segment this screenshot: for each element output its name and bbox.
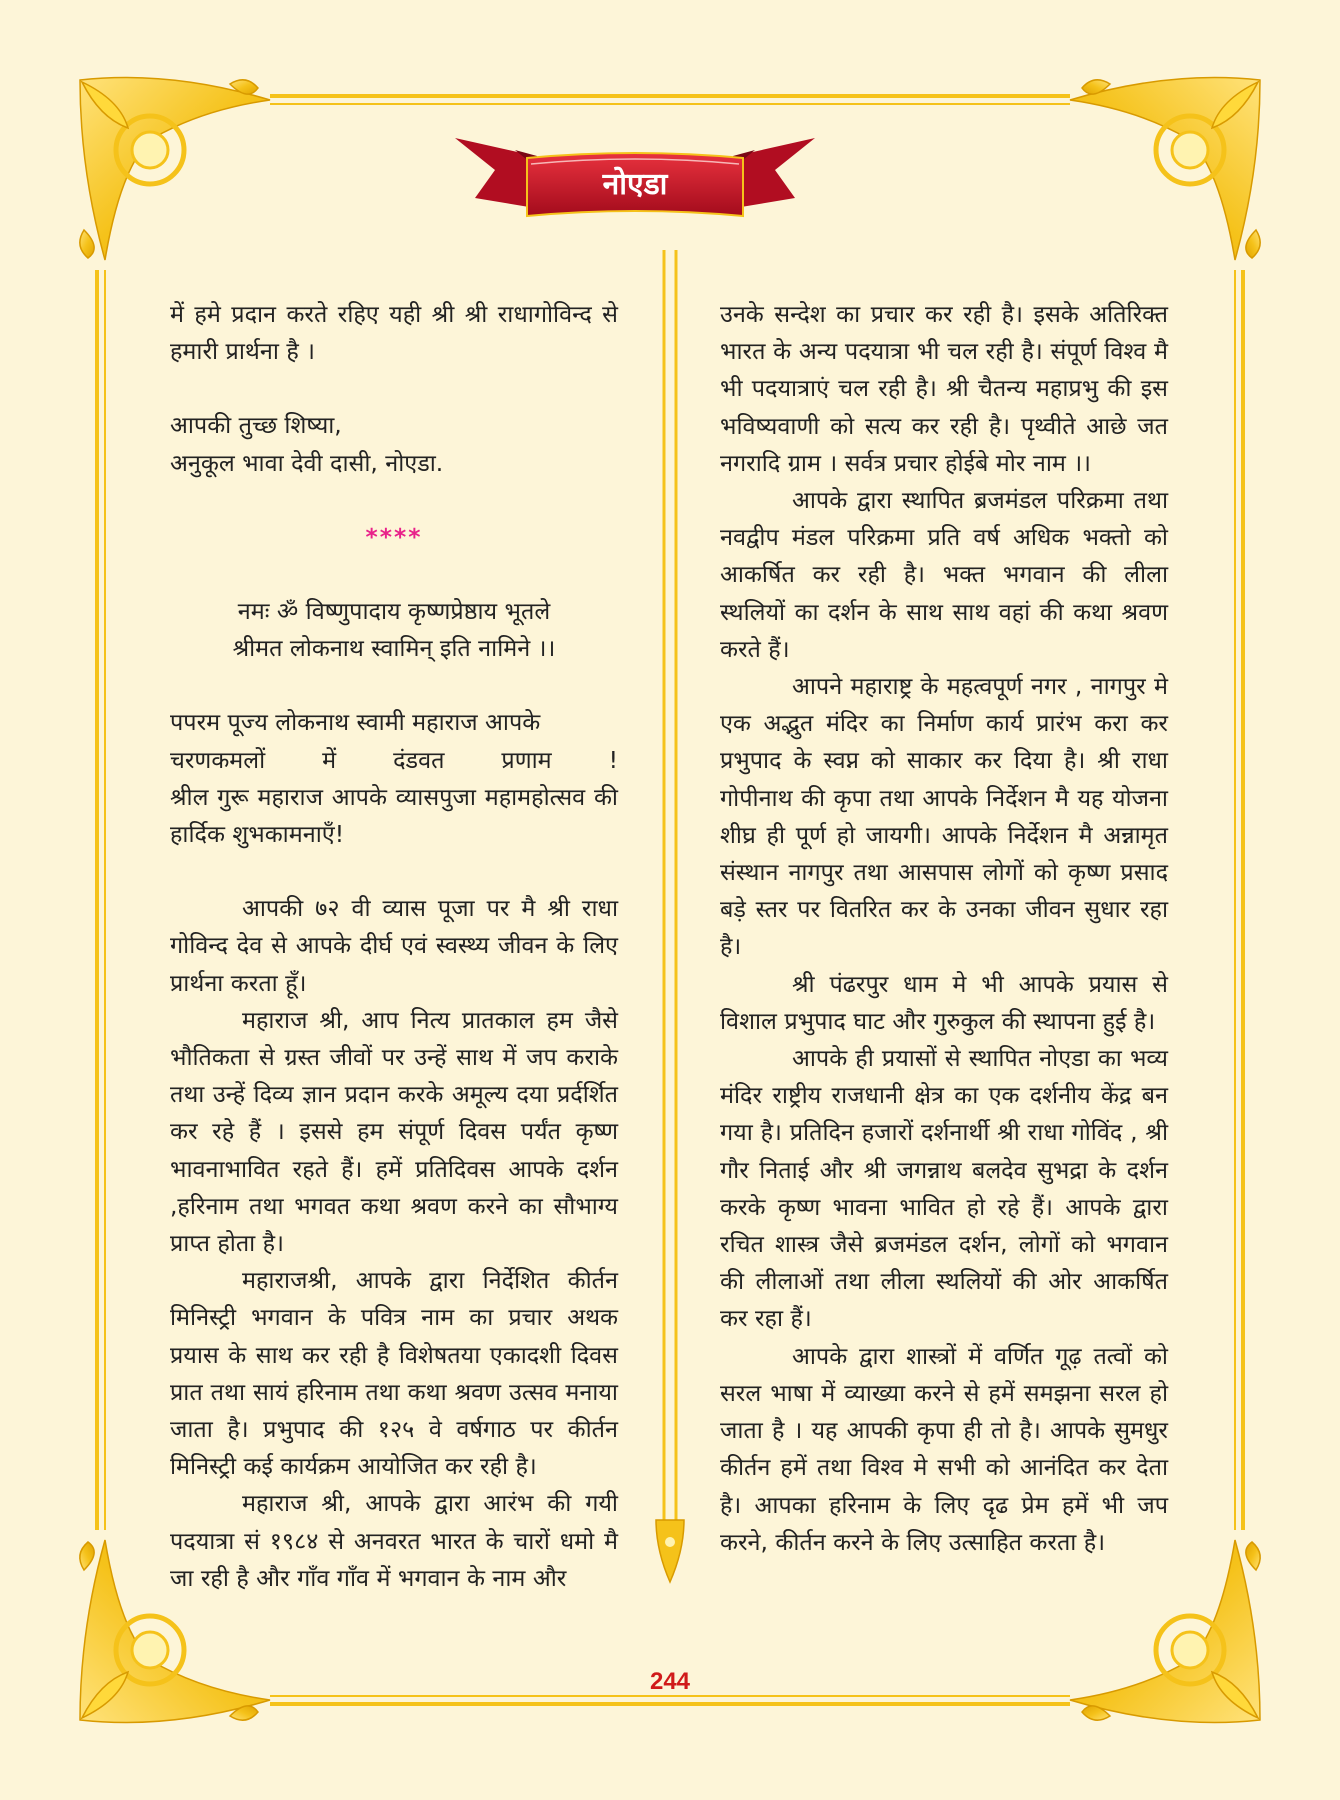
corner-ornament-top-right (1070, 78, 1260, 261)
signature-name: अनुकूल भावा देवी दासी, नोएडा. (170, 448, 444, 477)
mantra-line: नमः ॐ विष्णुपादाय कृष्णप्रेष्ठाय भूतले (237, 597, 551, 626)
signature-line: आपकी तुच्छ शिष्या, (170, 411, 342, 440)
section-separator: **** (365, 522, 423, 551)
paragraph: आपके द्वारा शास्त्रों में वर्णित गूढ़ तत्वों को सरल भाषा में व्याख्या करने से हमें समझना सरल हो जाता है । यह आपकी कृपा ही तो है। आपके सुमधुर कीर्तन हमें तथा विश्व मे सभी को आनंदित कर देता है। आपका हरिनाम के लिए दृढ प्रेम हमें भी जप करने, कीर्तन करने के लिए उत्साहित करता है। (720, 1341, 1168, 1556)
paragraph: श्री पंढरपुर धाम मे भी आपके प्रयास से विशाल प्रभुपाद घाट और गुरुकुल की स्थापना हुई है। (720, 969, 1168, 1035)
paragraph: महाराजश्री, आपके द्वारा निर्देशित कीर्तन मिनिस्ट्री भगवान के पवित्र नाम का प्रचार अथक प्रयास के साथ कर रही है विशेषतया एकादशी दिवस प्रात तथा सायं हरिनाम तथा कथा श्रवण उत्सव मनाया जाता है। प्रभुपाद की १२५ वे वर्षगाठ पर कीर्तन मिनिस्ट्री कई कार्यक्रम आयोजित कर रही है। (170, 1266, 618, 1481)
page-title: नोएडा (602, 167, 668, 202)
column-divider (650, 250, 690, 1590)
paragraph: श्रील गुरू महाराज आपके व्यासपुजा महामहोत्सव की हार्दिक शुभकामनाएँ! (170, 782, 618, 849)
paragraph: आपने महाराष्ट्र के महत्वपूर्ण नगर , नागपुर मे एक अद्भुत मंदिर का निर्माण कार्य प्रारंभ करा कर प्रभुपाद के स्वप्न को साकार कर दिया है। श्री राधा गोपीनाथ की कृपा तथा आपके निर्देशन मै यह योजना शीघ्र ही पूर्ण हो जायगी। आपके निर्देशन मै अन्नामृत संस्थान नागपुर तथा आसपास लोगों को कृष्ण प्रसाद बड़े स्तर पर वितरित कर के उनका जीवन सुधार रहा है। (720, 672, 1168, 961)
paragraph: पपरम पूज्य लोकनाथ स्वामी महाराज आपके (170, 708, 541, 737)
corner-ornament-bottom-right (1070, 1540, 1260, 1723)
paragraph: आपकी ७२ वी व्यास पूजा पर मै श्री राधा गोविन्द देव से आपके दीर्घ एवं स्वस्थ्य जीवन के लिए प्रार्थना करता हूँ। (170, 894, 618, 997)
page-number: 244 (649, 1668, 691, 1695)
mantra-line: श्रीमत लोकनाथ स्वामिन् इति नामिने ।। (232, 634, 556, 663)
left-column (170, 296, 618, 1597)
corner-ornament-top-left (80, 78, 270, 261)
paragraph: आपके ही प्रयासों से स्थापित नोएडा का भव्य मंदिर राष्ट्रीय राजधानी क्षेत्र का एक दर्शनीय केंद्र बन गया है। प्रतिदिन हजारों दर्शनार्थी श्री राधा गोविंद , श्री गौर निताई और श्री जगन्नाथ बलदेव सुभद्रा के दर्शन करके कृष्ण भावना भावित हो रहे हैं। आपके द्वारा रचित शास्त्र जैसे ब्रजमंडल दर्शन, लोगों को भगवान की लीलाओं तथा लीला स्थलियों की ओर आकर्षित कर रहा हैं। (720, 1044, 1168, 1333)
paragraph: महाराज श्री, आप नित्य प्रातकाल हम जैसे भौतिकता से ग्रस्त जीवों पर उन्हें साथ में जप कराके तथा उन्हें दिव्य ज्ञान प्रदान करके अमूल्य दया प्रर्दर्शित कर रहे हैं । इससे हम संपूर्ण दिवस पर्यंत कृष्ण भावनाभावित रहते हैं। हमें प्रतिदिवस आपके दर्शन ,हरिनाम तथा भगवत कथा श्रवण करने का सौभाग्य प्राप्त होता है। (170, 1005, 618, 1258)
paragraph: महाराज श्री, आपके द्वारा आरंभ की गयी पदयात्रा सं १९८४ से अनवरत भारत के चारों धमो मै जा रही है और गाँव गाँव में भगवान के नाम और (170, 1489, 618, 1592)
paragraph: उनके सन्देश का प्रचार कर रही है। इसके अतिरिक्त भारत के अन्य पदयात्रा भी चल रही है। संपूर्ण विश्व मै भी पदयात्राएं चल रही है। श्री चैतन्य महाप्रभु की इस भविष्यवाणी को सत्य कर रही है। पृथ्वीते आछे जत नगरादि ग्राम । सर्वत्र प्रचार होईबे मोर नाम ।। (720, 300, 1168, 477)
paragraph: में हमे प्रदान करते रहिए यही श्री श्री राधागोविन्द से हमारी प्रार्थना है । (170, 300, 618, 366)
right-column (720, 296, 1168, 1561)
paragraph: चरणकमलों में दंडवत प्रणाम ! (170, 745, 618, 774)
paragraph: आपके द्वारा स्थापित ब्रजमंडल परिक्रमा तथा नवद्वीप मंडल परिक्रमा प्रति वर्ष अधिक भक्तो को आकर्षित कर रही है। भक्त भगवान की लीला स्थलियों का दर्शन के साथ साथ वहां की कथा श्रवण करते हैं। (720, 486, 1168, 663)
